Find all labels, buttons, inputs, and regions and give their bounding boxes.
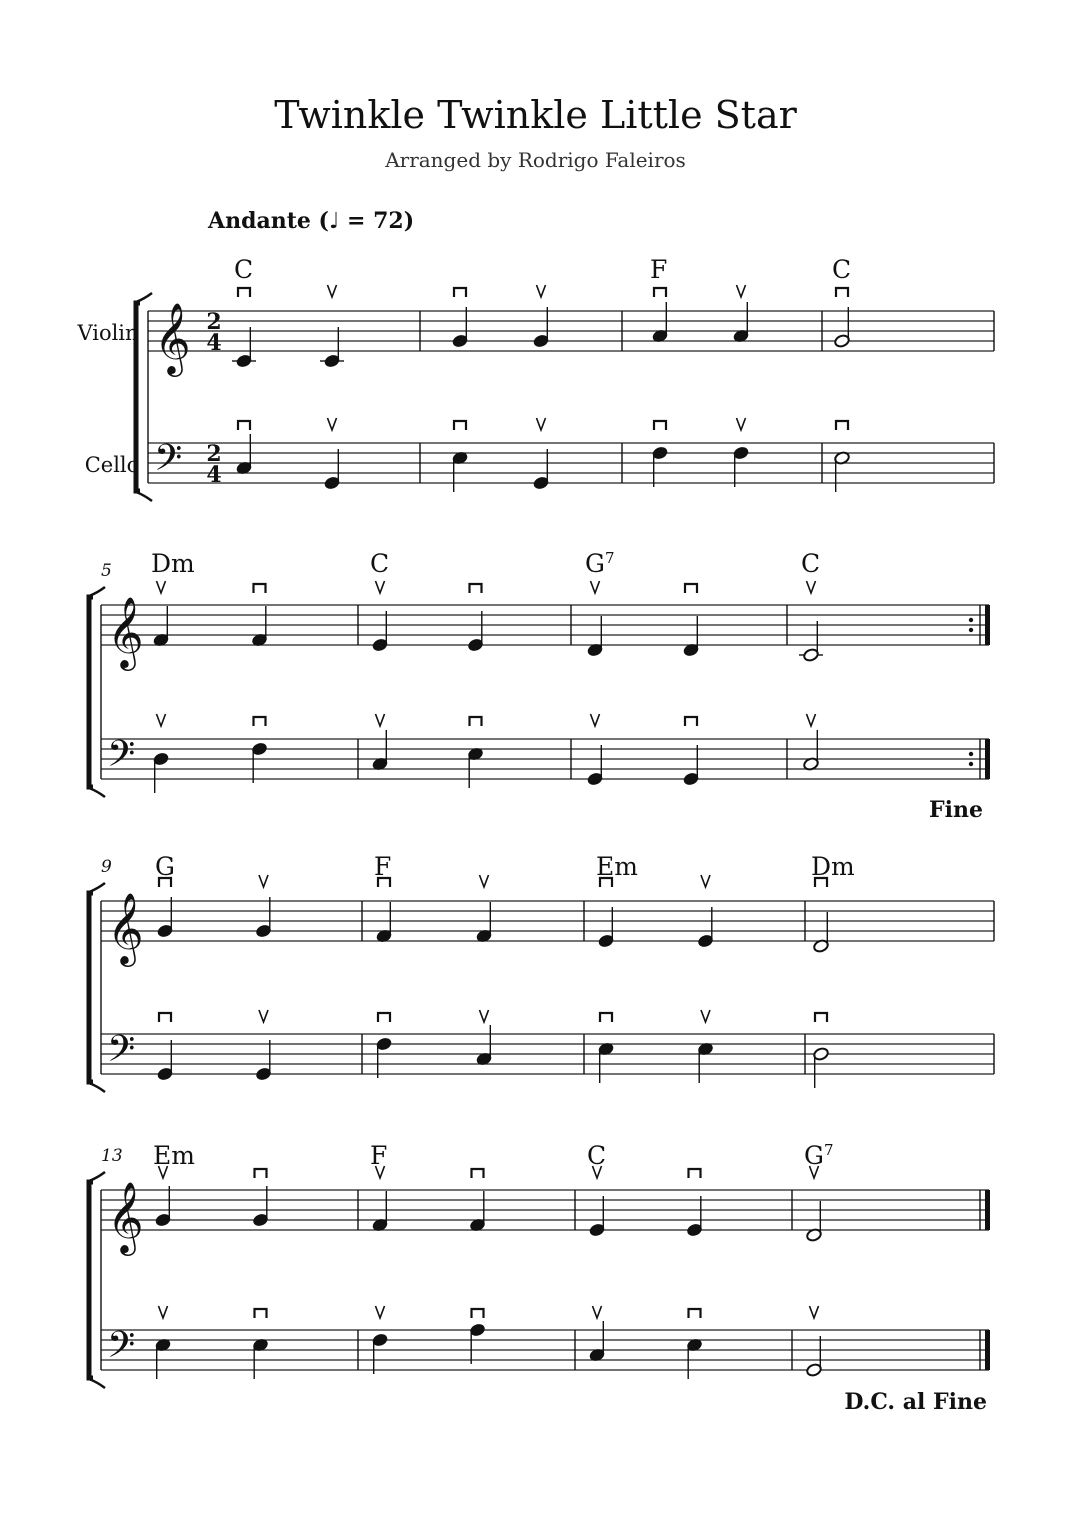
- down-bow-icon: [654, 288, 666, 297]
- bass-clef-icon: 𝄢: [107, 733, 136, 784]
- up-bow-icon: [480, 1010, 489, 1022]
- down-bow-icon: [454, 421, 466, 430]
- down-bow-icon: [472, 1309, 484, 1318]
- up-bow-icon: [159, 1306, 168, 1318]
- bracket-bottom-hook: [89, 1379, 105, 1388]
- up-bow-icon: [737, 418, 746, 430]
- up-bow-icon: [810, 1306, 819, 1318]
- down-bow-icon: [600, 1013, 612, 1022]
- bracket-top-hook: [89, 883, 105, 892]
- up-bow-icon: [701, 1010, 710, 1022]
- instrument-name-violin: Violin: [77, 321, 139, 345]
- fine-marking: Fine: [929, 797, 983, 823]
- down-bow-icon: [159, 1013, 171, 1022]
- up-bow-icon: [537, 418, 546, 430]
- system-bracket: [89, 893, 93, 1082]
- down-bow-icon: [836, 421, 848, 430]
- up-bow-icon: [537, 285, 546, 297]
- down-bow-icon: [689, 1169, 701, 1178]
- system-bracket: [136, 303, 140, 491]
- chord-symbol: C: [587, 1141, 607, 1170]
- down-bow-icon: [470, 717, 482, 726]
- down-bow-icon: [815, 1013, 827, 1022]
- down-bow-icon: [378, 1013, 390, 1022]
- cello-staff: [148, 443, 994, 483]
- thick-barline: [985, 739, 990, 779]
- down-bow-icon: [255, 1169, 267, 1178]
- down-bow-icon: [254, 717, 266, 726]
- down-bow-icon: [255, 1309, 267, 1318]
- instrument-name-cello: Cello: [84, 453, 140, 477]
- chord-symbol: C: [234, 255, 254, 284]
- bracket-bottom-hook: [89, 788, 105, 797]
- up-bow-icon: [376, 1306, 385, 1318]
- time-signature-violin-bottom: 4: [206, 330, 222, 356]
- violin-staff: [101, 901, 994, 941]
- up-bow-icon: [737, 285, 746, 297]
- dc-al-fine-marking: D.C. al Fine: [844, 1389, 987, 1415]
- treble-clef-icon: 𝄞: [107, 595, 144, 668]
- down-bow-icon: [254, 584, 266, 593]
- bass-clef-icon: 𝄢: [154, 437, 183, 488]
- down-bow-icon: [238, 421, 250, 430]
- up-bow-icon: [593, 1306, 602, 1318]
- bracket-top-hook: [136, 293, 152, 302]
- chord-symbol: $G^7$: [585, 549, 615, 578]
- up-bow-icon: [328, 285, 337, 297]
- down-bow-icon: [472, 1169, 484, 1178]
- up-bow-icon: [259, 1010, 268, 1022]
- up-bow-icon: [376, 581, 385, 593]
- chord-symbol: C: [801, 549, 821, 578]
- up-bow-icon: [701, 875, 710, 887]
- chord-symbol: Dm: [151, 549, 195, 578]
- time-signature-cello-top: 2: [206, 441, 222, 467]
- chord-symbol: Em: [596, 852, 638, 881]
- up-bow-icon: [480, 875, 489, 887]
- measure-number: 9: [101, 857, 112, 877]
- thick-barline: [985, 1330, 990, 1370]
- page-title: Twinkle Twinkle Little Star: [274, 93, 797, 137]
- bass-clef-icon: 𝄢: [107, 1028, 136, 1079]
- chord-symbol: F: [374, 852, 392, 881]
- down-bow-icon: [238, 288, 250, 297]
- treble-clef-icon: 𝄞: [154, 301, 191, 374]
- chord-symbol: $G^7$: [804, 1141, 834, 1170]
- up-bow-icon: [376, 714, 385, 726]
- chord-symbol: G: [155, 852, 175, 881]
- down-bow-icon: [654, 421, 666, 430]
- cello-staff: [101, 739, 989, 779]
- cello-staff: [101, 1330, 989, 1370]
- down-bow-icon: [689, 1309, 701, 1318]
- up-bow-icon: [157, 581, 166, 593]
- chord-symbol: C: [832, 255, 852, 284]
- up-bow-icon: [807, 581, 816, 593]
- repeat-dot: [969, 628, 973, 632]
- measure-number: 13: [101, 1146, 123, 1166]
- up-bow-icon: [807, 714, 816, 726]
- down-bow-icon: [470, 584, 482, 593]
- bass-clef-icon: 𝄢: [107, 1324, 136, 1375]
- down-bow-icon: [685, 584, 697, 593]
- chord-symbol: Em: [153, 1141, 195, 1170]
- bracket-top-hook: [89, 1172, 105, 1181]
- treble-clef-icon: 𝄞: [107, 891, 144, 964]
- violin-staff: [101, 605, 989, 645]
- repeat-dot: [969, 618, 973, 622]
- violin-staff: [148, 311, 994, 351]
- up-bow-icon: [591, 714, 600, 726]
- up-bow-icon: [328, 418, 337, 430]
- bracket-bottom-hook: [136, 492, 152, 501]
- up-bow-icon: [157, 714, 166, 726]
- time-signature-violin-top: 2: [206, 309, 222, 335]
- down-bow-icon: [836, 288, 848, 297]
- bracket-bottom-hook: [89, 1083, 105, 1092]
- chord-symbol: Dm: [811, 852, 855, 881]
- time-signature-cello-bottom: 4: [206, 462, 222, 488]
- chord-symbol: F: [370, 1141, 388, 1170]
- repeat-dot: [969, 762, 973, 766]
- arranger-credit: Arranged by Rodrigo Faleiros: [385, 148, 686, 172]
- chord-symbol: F: [650, 255, 668, 284]
- down-bow-icon: [685, 717, 697, 726]
- bracket-top-hook: [89, 587, 105, 596]
- thick-barline: [985, 605, 990, 645]
- system-bracket: [89, 597, 93, 787]
- violin-staff: [101, 1190, 989, 1230]
- thick-barline: [985, 1190, 990, 1230]
- chord-symbol: C: [370, 549, 390, 578]
- up-bow-icon: [259, 875, 268, 887]
- down-bow-icon: [454, 288, 466, 297]
- cello-staff: [101, 1034, 994, 1074]
- repeat-dot: [969, 752, 973, 756]
- measure-number: 5: [101, 561, 112, 581]
- tempo-marking: Andante (♩ = 72): [208, 208, 415, 234]
- system-bracket: [89, 1182, 93, 1378]
- up-bow-icon: [591, 581, 600, 593]
- treble-clef-icon: 𝄞: [107, 1180, 144, 1253]
